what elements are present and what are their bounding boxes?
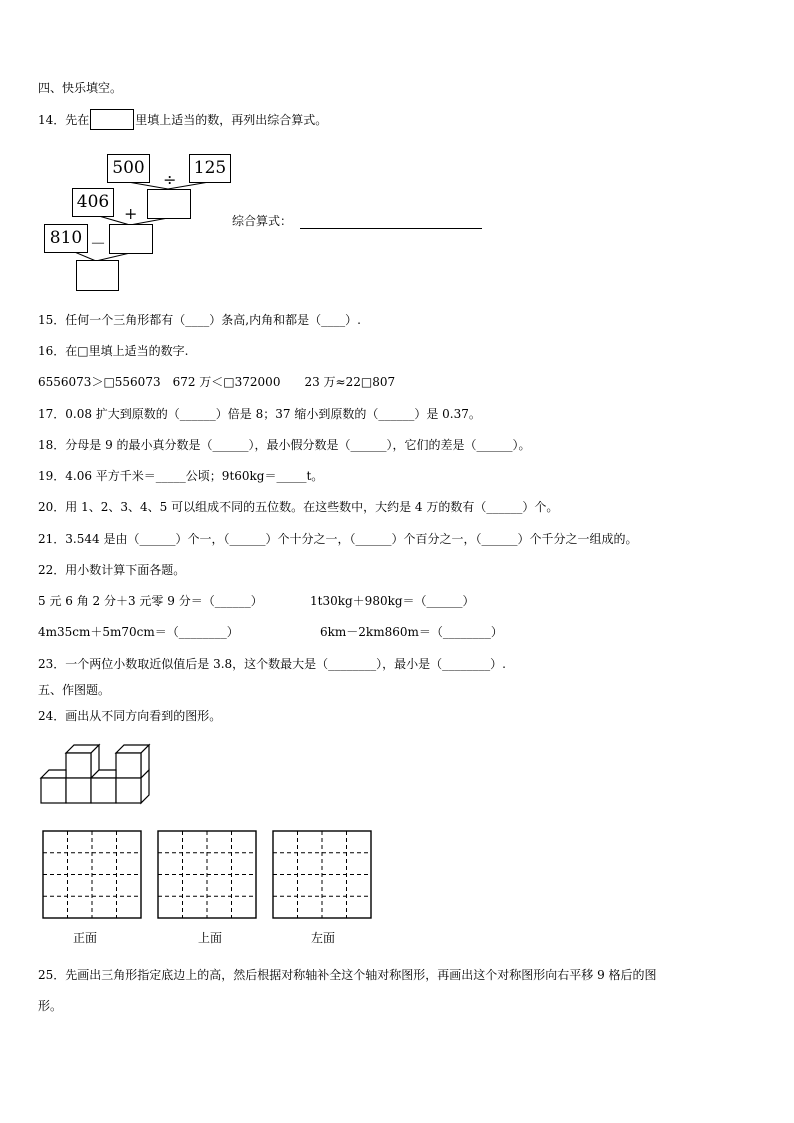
question-14-number: 14． — [38, 113, 66, 127]
label-top-view: 上面 — [198, 931, 223, 945]
label-left-view: 左面 — [311, 931, 336, 945]
question-14-text-after: 里填上适当的数，再列出综合算式。 — [135, 113, 328, 127]
question-16-items: 6556073＞□556073 672 万＜□372000 23 万≈22□807 — [38, 375, 396, 389]
question-21: 21．3.544 是由（______）个一，（______）个十分之一，（______）个百分之一，（______）个千分之一组成的。 — [38, 532, 638, 546]
question-22-item-1: 5 元 6 角 2 分＋3 元零 9 分＝（______） — [38, 594, 263, 608]
section-heading-5: 五、作图题。 — [38, 683, 111, 697]
question-22-item-2: 1t30kg＋980kg＝（______） — [310, 594, 475, 608]
plus-sign: + — [124, 204, 138, 223]
value-box-406: 406 — [72, 188, 114, 217]
grid-top[interactable] — [158, 831, 256, 918]
question-15: 15．任何一个三角形都有（____）条高,内角和都是（____）. — [38, 313, 361, 327]
question-22-item-3: 4m35cm＋5m70cm＝（________） — [38, 625, 239, 639]
question-24: 24．画出从不同方向看到的图形。 — [38, 709, 222, 723]
question-25-line-2: 形。 — [38, 999, 63, 1013]
question-18: 18．分母是 9 的最小真分数是（______），最小假分数是（______），它们的差是（______）。 — [38, 438, 531, 452]
divide-sign: ÷ — [163, 170, 177, 189]
question-23: 23．一个两位小数取近似值后是 3.8，这个数最大是（________），最小是（________）. — [38, 657, 506, 671]
section-heading-4: 四、快乐填空。 — [38, 81, 123, 95]
question-17: 17．0.08 扩大到原数的（______）倍是 8；37 缩小到原数的（______）是 0.37。 — [38, 407, 481, 421]
value-box-810: 810 — [44, 224, 88, 253]
grid-left[interactable] — [273, 831, 371, 918]
question-22-item-4: 6km－2km860m＝（________） — [320, 625, 503, 639]
grid-front[interactable] — [43, 831, 141, 918]
question-25-line-1: 25．先画出三角形指定底边上的高，然后根据对称轴补全这个轴对称图形，再画出这个对称图形向右平移 9 格后的图 — [38, 968, 657, 982]
label-front-view: 正面 — [73, 931, 98, 945]
value-box-500: 500 — [107, 154, 150, 183]
question-19: 19．4.06 平方千米＝_____公顷；9t60kg＝_____t。 — [38, 469, 324, 483]
formula-label: 综合算式： — [232, 214, 293, 228]
question-14-text-before: 先在 — [65, 113, 90, 127]
question-22: 22．用小数计算下面各题。 — [38, 563, 186, 577]
question-16: 16．在□里填上适当的数字. — [38, 344, 189, 358]
question-20: 20．用 1、2、3、4、5 可以组成不同的五位数。在这些数中，大约是 4 万的数有（______）个。 — [38, 500, 559, 514]
value-box-125: 125 — [189, 154, 231, 183]
minus-sign: － — [90, 234, 107, 253]
